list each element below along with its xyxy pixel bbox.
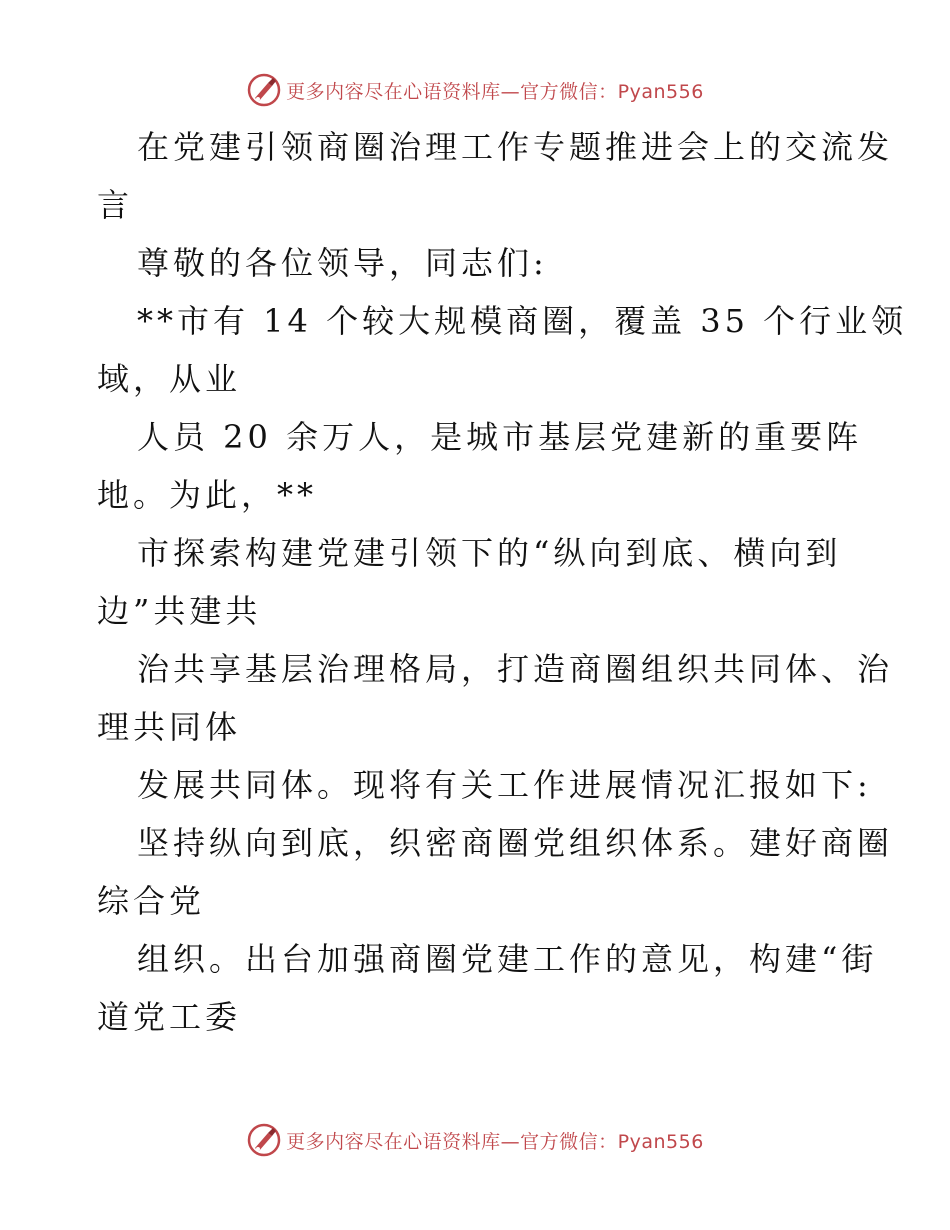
text-line: 综合党 bbox=[97, 882, 206, 920]
text-line: 市探索构建党建引领下的“纵向到底、横向到 bbox=[137, 534, 842, 572]
text-line: 坚持纵向到底，织密商圈党组织体系。建好商圈 bbox=[137, 824, 894, 862]
text-line: 理共同体 bbox=[97, 708, 242, 746]
text-line: 域，从业 bbox=[97, 360, 242, 398]
document-body bbox=[97, 118, 908, 1046]
text-line: 发展共同体。现将有关工作进展情况汇报如下: bbox=[137, 766, 872, 804]
text-line: 尊敬的各位领导，同志们: bbox=[137, 244, 548, 282]
pen-logo-icon bbox=[246, 72, 282, 108]
text-line: 组织。出台加强商圈党建工作的意见，构建“街 bbox=[137, 940, 878, 978]
text-line: 治共享基层治理格局，打造商圈组织共同体、治 bbox=[137, 650, 894, 688]
footer-banner bbox=[0, 1120, 950, 1160]
text-line: 道党工委 bbox=[97, 998, 242, 1036]
footer-banner-text: 更多内容尽在心语资料库—官方微信：Pyan556 bbox=[286, 1130, 704, 1153]
text-line: 边”共建共 bbox=[97, 592, 262, 630]
text-line: 地。为此，** bbox=[97, 476, 318, 514]
header-banner-text: 更多内容尽在心语资料库—官方微信：Pyan556 bbox=[286, 80, 704, 103]
text-line: 人员 20 余万人，是城市基层党建新的重要阵 bbox=[137, 418, 863, 456]
text-line: **市有 14 个较大规模商圈，覆盖 35 个行业领 bbox=[137, 302, 908, 340]
pen-logo-icon bbox=[246, 1122, 282, 1158]
header-banner bbox=[0, 70, 950, 110]
text-line: 言 bbox=[97, 186, 134, 224]
text-line: 在党建引领商圈治理工作专题推进会上的交流发 bbox=[137, 128, 894, 166]
